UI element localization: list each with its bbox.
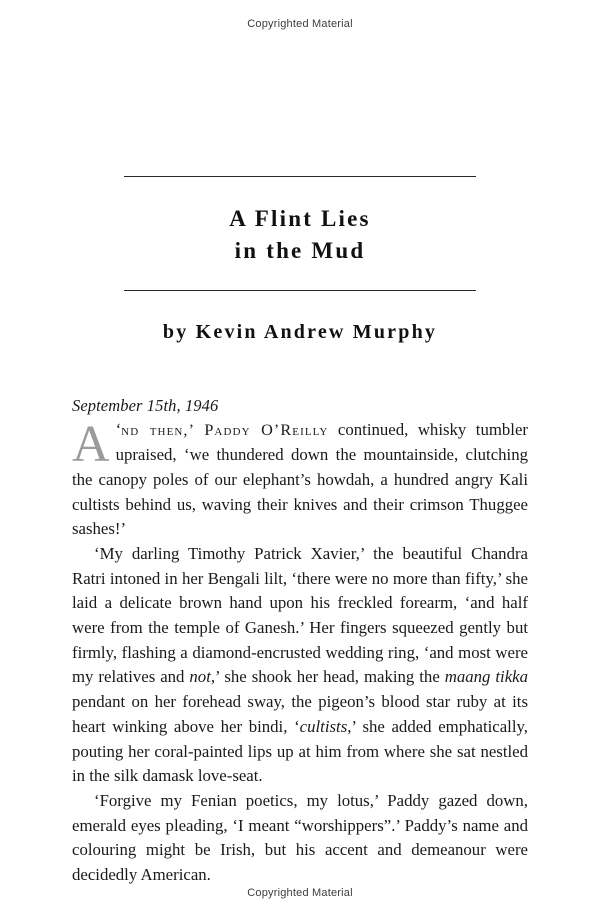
paragraph-2-part-c: pendant on her forehead sway, the pigeon’s blood star ruby at its heart winking above her bindi, ‘: [72, 692, 528, 736]
paragraph-2-part-a: ‘My darling Timothy Patrick Xavier,’ the beautiful Chandra Ratri intoned in her Bengali lilt, ‘there were no more than fifty,’ she laid a delicate brown hand upon his freckled forearm, ‘and half were from the temple of Ganesh.’ Her fingers squeezed gently but firmly, flashing a diamond-encrusted wedding ring, ‘and most were my relatives and: [72, 544, 528, 687]
story-body: [72, 418, 528, 887]
paragraph-1-text: continued, whisky tumbler upraised, ‘we thundered down the mountainside, clutching the canopy poles of our elephant’s howdah, a hundred angry Kali cultists behind us, waving their knives and their crimson Thuggee sashes!’: [72, 420, 529, 539]
paragraph-2-italic-2: maang tikka: [444, 667, 528, 687]
page-title: [72, 203, 528, 266]
story-title-line-2: in the Mud: [234, 237, 366, 263]
opening-quote-mark: ‘: [115, 420, 122, 440]
author-byline: by Kevin Andrew Murphy: [162, 321, 438, 344]
watermark-bottom: Copyrighted Material: [247, 887, 353, 899]
paragraph-2-italic-3: cultists: [299, 716, 348, 736]
drop-cap: A: [72, 416, 110, 474]
dateline: September 15th, 1946: [72, 396, 219, 416]
paragraph-2-part-b: ,’ she shook her head, making the: [210, 667, 445, 687]
story-title-line-1: A Flint Lies: [229, 206, 371, 231]
paragraph-2-part-d: ,’ she added emphatically, pouting her coral-painted lips up at him from where she sat nestled in the silk damask love-seat.: [72, 716, 528, 786]
watermark-top: Copyrighted Material: [247, 18, 353, 30]
paragraph-1-smallcaps: nd then,’ Paddy O’Reilly: [121, 421, 329, 440]
title-rule-bottom: [124, 290, 476, 291]
paragraph-1: [72, 418, 528, 542]
paragraph-2: [72, 542, 528, 789]
title-rule-top: [124, 176, 476, 177]
page-content: [72, 176, 528, 888]
paragraph-2-italic-1: not: [189, 667, 211, 687]
paragraph-3: ‘Forgive my Fenian poetics, my lotus,’ Paddy gazed down, emerald eyes pleading, ‘I meant “worshippers”.’ Paddy’s name and colouring might be Irish, but his accent and demeanour were decidedly American.: [72, 790, 528, 884]
